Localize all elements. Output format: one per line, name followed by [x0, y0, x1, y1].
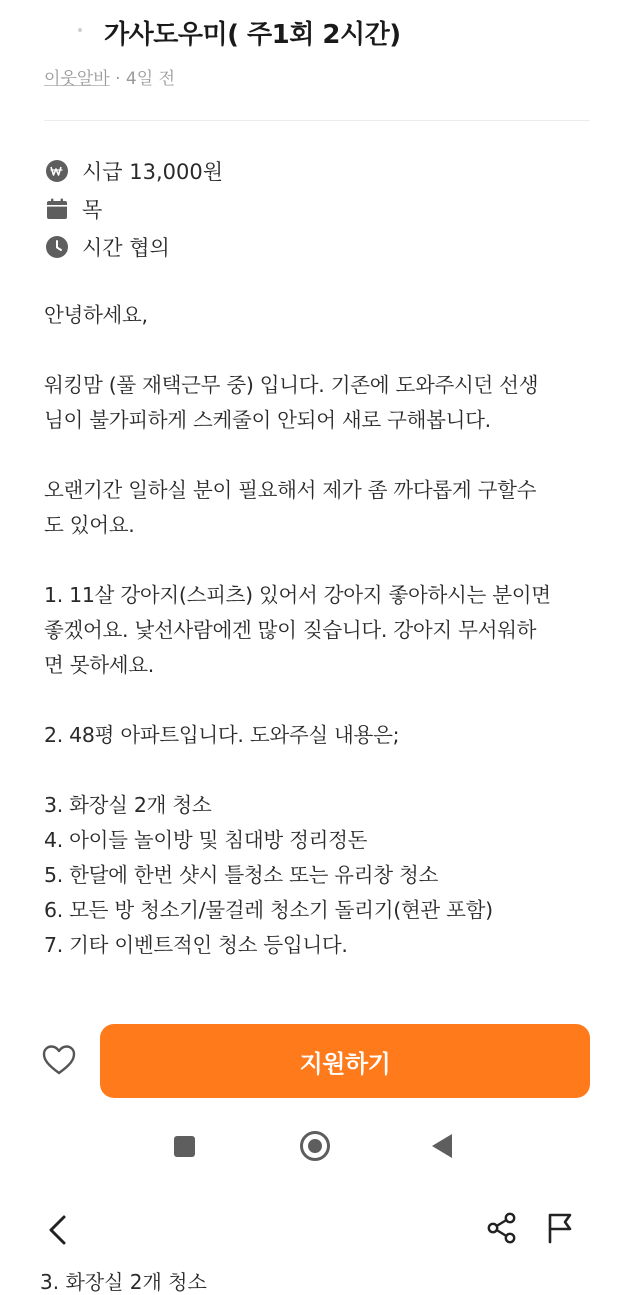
chevron-left-icon[interactable]	[44, 1214, 74, 1246]
calendar-icon	[44, 196, 70, 222]
peek-text: 3. 화장실 2개 청소	[40, 1270, 207, 1294]
apply-button[interactable]: 지원하기	[100, 1024, 590, 1098]
header-divider	[44, 120, 590, 121]
post-body	[44, 298, 600, 963]
list-item: 4. 아이들 놀이방 및 침대방 정리정돈	[44, 828, 368, 852]
intro-paragraph: 워킹맘 (풀 재택근무 중) 입니다. 기존에 도와주시던 선생 님이 불가피하게 스케줄이 안되어 새로 구해봅니다.	[44, 373, 539, 432]
clock-icon	[44, 234, 70, 260]
heart-icon[interactable]	[42, 1044, 76, 1076]
greeting: 안녕하세요,	[44, 303, 148, 327]
info-wage	[44, 152, 604, 190]
item-dog: 1. 11살 강아지(스피츠) 있어서 강아지 좋아하시는 분이면 좋겠어요. 낯선사람에겐 많이 짖습니다. 강아지 무서워하 면 못하세요.	[44, 583, 551, 677]
bottom-toolbar	[0, 1196, 640, 1266]
share-icon[interactable]	[486, 1212, 518, 1244]
recent-apps-icon[interactable]	[174, 1136, 195, 1157]
list-item: 6. 모든 방 청소기/물걸레 청소기 돌리기(현관 포함)	[44, 898, 493, 922]
list-item: 7. 기타 이벤트적인 청소 등입니다.	[44, 933, 348, 957]
meta-separator: ·	[115, 69, 121, 89]
list-item: 3. 화장실 2개 청소	[44, 793, 212, 817]
author-link[interactable]: 이웃알바	[44, 69, 110, 89]
won-coin-icon	[44, 158, 70, 184]
task-list	[44, 788, 600, 963]
day-text: 목	[82, 198, 103, 222]
time-text: 시간 협의	[82, 236, 170, 260]
action-bar	[0, 1022, 640, 1102]
system-nav-bar	[0, 1120, 640, 1180]
title-dot	[78, 28, 82, 32]
page-title: 가사도우미( 주1회 2시간)	[104, 20, 401, 50]
item-apartment: 2. 48평 아파트입니다. 도와주실 내용은;	[44, 723, 400, 747]
info-time	[44, 228, 604, 266]
post-header	[0, 0, 640, 120]
posted-time: 4일 전	[125, 69, 175, 89]
job-info	[44, 152, 604, 266]
info-day	[44, 190, 604, 228]
list-item: 5. 한달에 한번 샷시 틀청소 또는 유리창 청소	[44, 863, 439, 887]
system-back-icon[interactable]	[432, 1134, 452, 1158]
home-icon[interactable]	[300, 1131, 330, 1161]
flag-icon[interactable]	[546, 1212, 576, 1244]
post-meta	[44, 64, 175, 89]
note-paragraph: 오랜기간 일하실 분이 필요해서 제가 좀 까다롭게 구할수 도 있어요.	[44, 478, 537, 537]
wage-text: 시급 13,000원	[82, 160, 224, 184]
